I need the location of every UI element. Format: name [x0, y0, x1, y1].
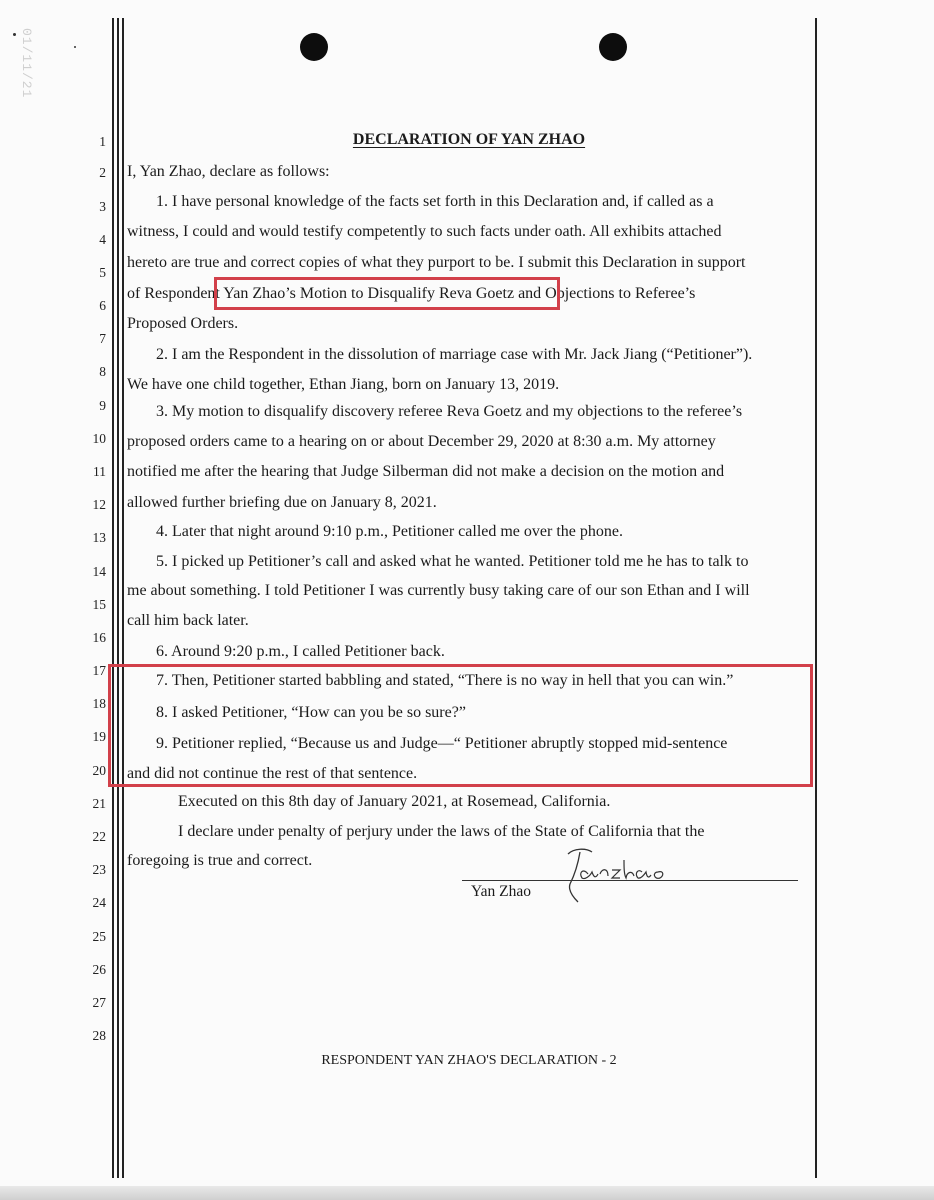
- line-number: 9: [99, 398, 106, 413]
- line-number: 22: [92, 829, 106, 844]
- line-number: 16: [92, 630, 106, 645]
- line-number: 5: [99, 265, 106, 280]
- line-number: 3: [99, 199, 106, 214]
- line-number: 12: [92, 497, 106, 512]
- right-margin-rule: [815, 18, 817, 1178]
- paragraph-2-line: 2. I am the Respondent in the dissolution of marriage case with Mr. Jack Jiang (“Petitioner”).: [156, 346, 753, 363]
- scan-speck: [74, 46, 76, 48]
- line-number: 23: [92, 862, 106, 877]
- paragraph-9-line: and did not continue the rest of that sentence.: [127, 765, 418, 782]
- hole-punch: [599, 33, 627, 61]
- signer-printed-name: Yan Zhao: [471, 883, 531, 900]
- line-number: 4: [99, 232, 106, 247]
- hole-punch: [300, 33, 328, 61]
- line-number: 7: [99, 331, 106, 346]
- left-margin-rule: [112, 18, 114, 1178]
- line-number: 27: [92, 995, 106, 1010]
- paragraph-1-line: 1. I have personal knowledge of the facts set forth in this Declaration and, if called as a: [156, 193, 714, 210]
- paragraph-6-line: 6. Around 9:20 p.m., I called Petitioner back.: [156, 643, 445, 660]
- line-number: 17: [92, 663, 106, 678]
- line-number: 13: [92, 530, 106, 545]
- paragraph-7-line: 7. Then, Petitioner started babbling and stated, “There is no way in hell that you can win.”: [156, 672, 734, 689]
- paragraph-3-line: 3. My motion to disqualify discovery referee Reva Goetz and my objections to the referee’s: [156, 403, 743, 420]
- paragraph-1-line: hereto are true and correct copies of what they purport to be. I submit this Declaration in support: [127, 254, 746, 271]
- highlight-box-motion: [214, 277, 560, 310]
- left-margin-rule: [122, 18, 124, 1178]
- line-number: 21: [92, 796, 106, 811]
- line-number: 11: [93, 464, 106, 479]
- line-number: 25: [92, 929, 106, 944]
- line-number: 2: [99, 165, 106, 180]
- page-footer: RESPONDENT YAN ZHAO'S DECLARATION - 2: [321, 1053, 617, 1068]
- paragraph-5-line: 5. I picked up Petitioner’s call and asked what he wanted. Petitioner told me he has to talk to: [156, 553, 749, 570]
- line-number: 20: [92, 763, 106, 778]
- page-bottom-edge: [0, 1186, 934, 1200]
- paragraph-9-line: 9. Petitioner replied, “Because us and Judge—“ Petitioner abruptly stopped mid-sentence: [156, 735, 728, 752]
- perjury-line: I declare under penalty of perjury under the laws of the State of California that the: [178, 823, 705, 840]
- line-number: 8: [99, 364, 106, 379]
- paragraph-3-line: proposed orders came to a hearing on or about December 29, 2020 at 8:30 a.m. My attorney: [127, 433, 716, 450]
- line-number: 15: [92, 597, 106, 612]
- line-number: 6: [99, 298, 106, 313]
- handwritten-signature: [552, 842, 682, 906]
- line-number: 18: [92, 696, 106, 711]
- document-title: DECLARATION OF YAN ZHAO: [352, 131, 586, 148]
- execution-line: Executed on this 8th day of January 2021, at Rosemead, California.: [178, 793, 611, 810]
- line-number: 28: [92, 1028, 106, 1043]
- line-number: 14: [92, 564, 106, 579]
- paragraph-8-line: 8. I asked Petitioner, “How can you be so sure?”: [156, 704, 466, 721]
- signature-line: [462, 880, 798, 881]
- line-number: 24: [92, 895, 106, 910]
- paragraph-1-line: witness, I could and would testify competently to such facts under oath. All exhibits attached: [127, 223, 722, 240]
- paragraph-2-line: We have one child together, Ethan Jiang, born on January 13, 2019.: [127, 376, 560, 393]
- paragraph-5-line: call him back later.: [127, 612, 249, 629]
- paragraph-1-line: Proposed Orders.: [127, 315, 239, 332]
- scan-speck: [13, 33, 16, 36]
- paragraph-3-line: allowed further briefing due on January 8, 2021.: [127, 494, 437, 511]
- paragraph-3-line: notified me after the hearing that Judge Silberman did not make a decision on the motion and: [127, 463, 725, 480]
- line-number: 10: [92, 431, 106, 446]
- line-number: 19: [92, 729, 106, 744]
- line-number: 1: [99, 134, 106, 149]
- body-line: I, Yan Zhao, declare as follows:: [127, 163, 330, 180]
- line-number: 26: [92, 962, 106, 977]
- paragraph-4-line: 4. Later that night around 9:10 p.m., Petitioner called me over the phone.: [156, 523, 623, 540]
- paragraph-1-line: of Respondent Yan Zhao’s Motion to Disqualify Reva Goetz and Objections to Referee’s: [127, 285, 696, 302]
- highlight-box-statements: [108, 664, 813, 787]
- perjury-line: foregoing is true and correct.: [127, 852, 313, 869]
- left-margin-rule: [117, 18, 119, 1178]
- paragraph-5-line: me about something. I told Petitioner I was currently busy taking care of our son Ethan and I will: [127, 582, 750, 599]
- date-stamp: 01/11/21: [19, 28, 34, 99]
